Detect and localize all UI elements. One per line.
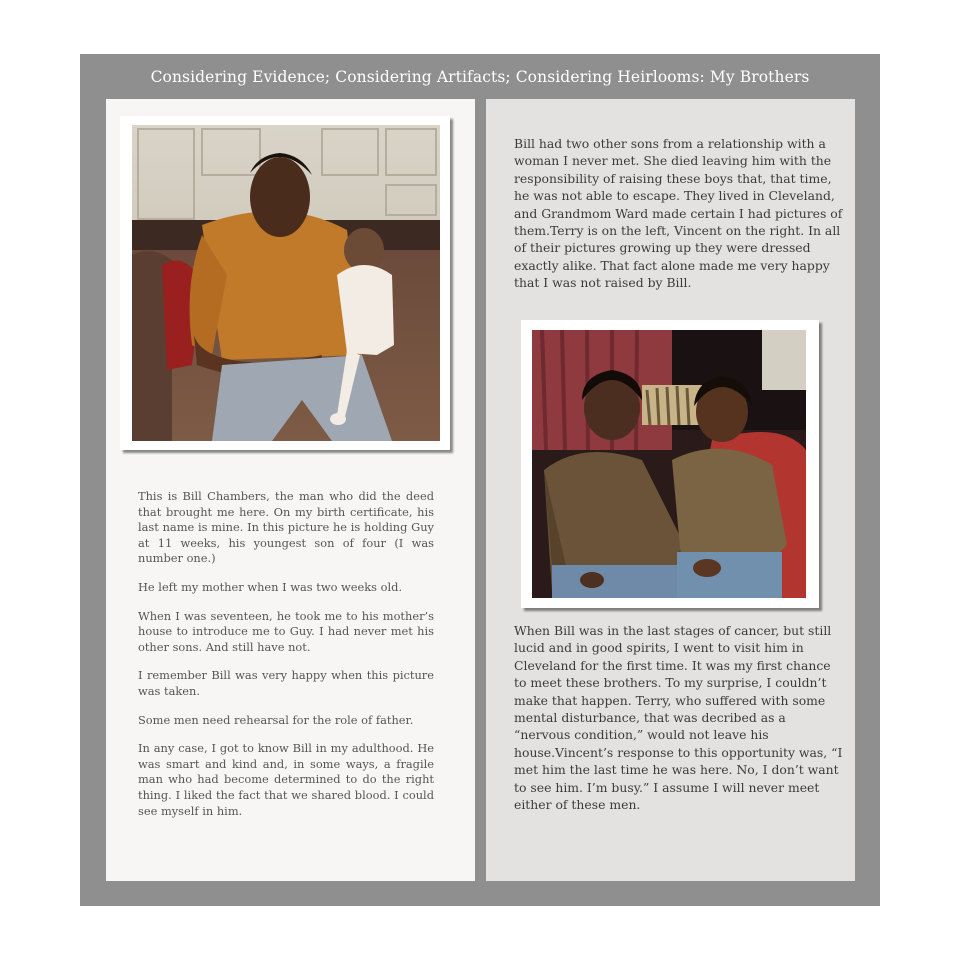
page-title: Considering Evidence; Considering Artifacts; Considering Heirlooms: My Brothers <box>150 68 810 86</box>
left-paragraph: He left my mother when I was two weeks old. <box>138 579 403 594</box>
brothers-photo <box>521 320 819 608</box>
left-paragraph: Some men need rehearsal for the role of father. <box>138 712 414 727</box>
left-paragraph: In any case, I got to know Bill in my adulthood. He was smart and kind and, in some ways, a fragile man who had become determined to do the right thing. I liked the fact that we shared blood. I could see myself in him. <box>138 741 434 818</box>
right-paragraph-top: Bill had two other sons from a relationship with a woman I never met. She died leaving him with the responsibility of raising these boys that, that time, he was not able to escape. They lived in Cleveland, and Grandmom Ward made certain I had pictures of them.Terry is on the left, Vincent on the right. In all of their pictures growing up they were dressed exactly alike. That fact alone made me very happy that I was not raised by Bill. <box>514 136 843 291</box>
left-panel <box>106 99 475 881</box>
left-text-block <box>138 489 434 832</box>
right-text-top <box>514 135 844 305</box>
brothers-image <box>532 330 806 598</box>
father-and-baby-image <box>132 125 440 441</box>
right-paragraph-bottom: When Bill was in the last stages of cancer, but still lucid and in good spirits, I went to visit him in Cleveland for the first time. It was my first chance to meet these brothers. To my surprise, I couldn’t make that happen. Terry, who suffered with some mental disturbance, that was decribed as a “nervous condition,” would not leave his house.Vincent’s response to this opportunity was, “I met him the last time he was here. No, I don’t want to see him. I’m busy.” I assume I will never meet either of these men. <box>514 623 843 813</box>
page-frame <box>80 54 880 906</box>
left-paragraph: This is Bill Chambers, the man who did the deed that brought me here. On my birth certificate, his last name is mine. In this picture he is holding Guy at 11 weeks, his youngest son of four (I was number one.) <box>138 489 434 566</box>
right-panel <box>486 99 855 881</box>
left-paragraph: When I was seventeen, he took me to his mother’s house to introduce me to Guy. I had never met his other sons. And still have not. <box>138 608 434 654</box>
right-text-bottom <box>514 622 844 826</box>
father-and-baby-photo <box>120 116 450 450</box>
left-paragraph: I remember Bill was very happy when this picture was taken. <box>138 668 434 698</box>
